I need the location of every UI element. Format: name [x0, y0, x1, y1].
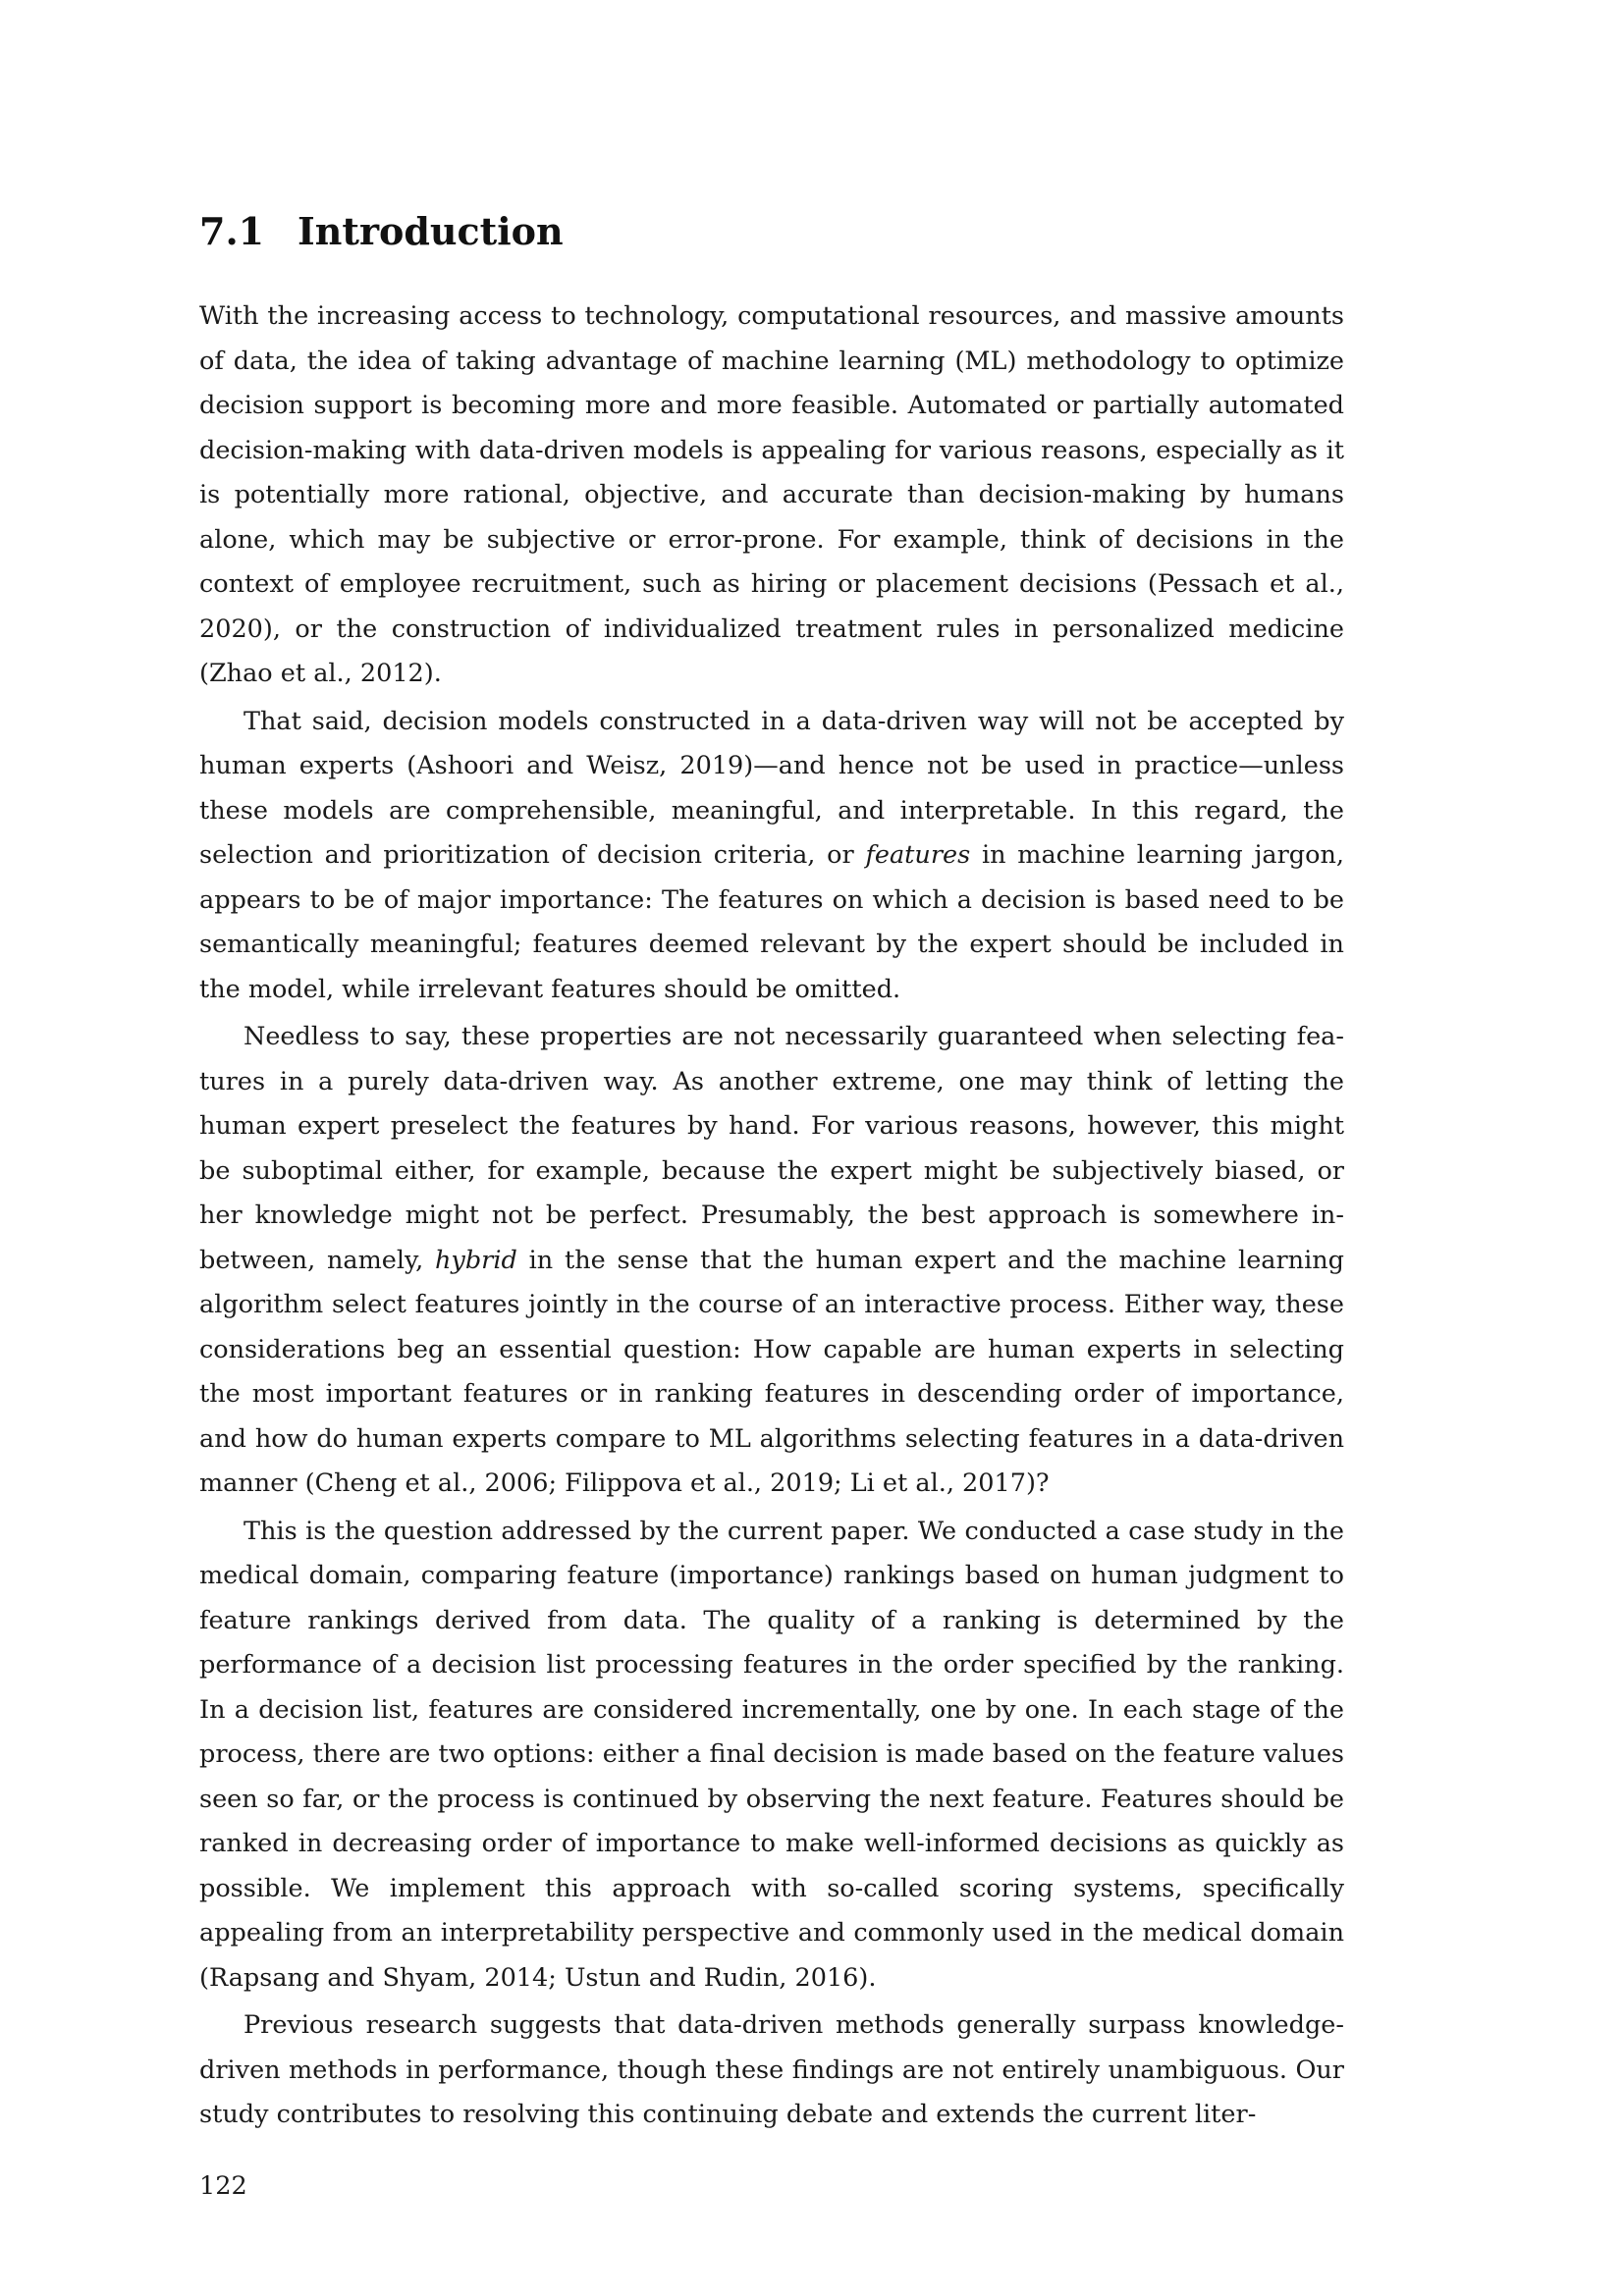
paragraph-3-text-end: in the sense that the human expert and the machine learning algorithm select features jointly in the course of an interactive process. Either way, these considerations beg an essential question: How capable are human experts in selecting the most important features or in ranking features in descending order of importance, and how do human experts compare to ML algorithms selecting features in a data-driven manner (Cheng et al., 2006; Filippova et al., 2019; Li et al., 2017)?	[199, 1245, 1344, 1498]
paragraph-2-text-start: That said, decision models constructed in a data-driven way will not be accepted by human experts (Ashoori and Weisz, 2019)—and hence not be used in practice—unless these models are comprehensible, meaningful, and interpretable. In this regard, the selection and prioritization of decision criteria, or	[199, 706, 1344, 870]
paragraph-5	[199, 2003, 1344, 2138]
paragraph-5-text: Previous research suggests that data-driven methods generally surpass knowledgedriven methods in performance, though these findings are not entirely unambiguous. Our study contributes to resolving this continuing debate and extends the current liter-	[199, 2010, 1344, 2129]
section-number: 7.1	[199, 209, 265, 253]
section-heading	[199, 208, 564, 255]
paragraph-2	[199, 700, 1344, 1013]
body-text	[199, 294, 1344, 2138]
emphasis-hybrid: hybrid	[434, 1245, 517, 1275]
emphasis-features: features	[865, 840, 971, 870]
page-number: 122	[199, 2171, 247, 2201]
paragraph-2-text-end: in machine learning jargon, appears to be of major importance: The features on which a decision is based need to be semantically meaningful; features deemed relevant by the expert should be included in the model, while irrelevant features should be omitted.	[199, 840, 1344, 1004]
paragraph-1-text: With the increasing access to technology, computational resources, and massive amounts of data, the idea of taking advantage of machine learning (ML) methodology to optimize decision support is becoming more and more feasible. Automated or partially automated decision-making with data-driven models is appealing for various reasons, especially as it is potentially more rational, objective, and accurate than decision-making by humans alone, which may be subjective or error-prone. For example, think of decisions in the context of employee recruitment, such as hiring or placement decisions (Pessach et al., 2020), or the construction of individualized treatment rules in personalized medicine (Zhao et al., 2012).	[199, 301, 1344, 688]
paragraph-3-text-start: Needless to say, these properties are not necessarily guaranteed when selecting features in a purely data-driven way. As another extreme, one may think of letting the human expert preselect the features by hand. For various reasons, however, this might be suboptimal either, for example, because the expert might be subjectively biased, or her knowledge might not be perfect. Presumably, the best approach is somewhere inbetween, namely,	[199, 1022, 1344, 1275]
paragraph-1	[199, 294, 1344, 697]
paragraph-4-text: This is the question addressed by the current paper. We conducted a case study in the medical domain, comparing feature (importance) rankings based on human judgment to feature rankings derived from data. The quality of a ranking is determined by the performance of a decision list processing features in the order specified by the ranking. In a decision list, features are considered incrementally, one by one. In each stage of the process, there are two options: either a final decision is made based on the feature values seen so far, or the process is continued by observing the next feature. Features should be ranked in decreasing order of importance to make well-informed decisions as quickly as possible. We implement this approach with so-called scoring systems, specifically appealing from an interpretability perspective and commonly used in the medical domain (Rapsang and Shyam, 2014; Ustun and Rudin, 2016).	[199, 1516, 1344, 1993]
paragraph-3	[199, 1015, 1344, 1507]
paragraph-4	[199, 1510, 1344, 2002]
section-title: Introduction	[298, 209, 564, 253]
